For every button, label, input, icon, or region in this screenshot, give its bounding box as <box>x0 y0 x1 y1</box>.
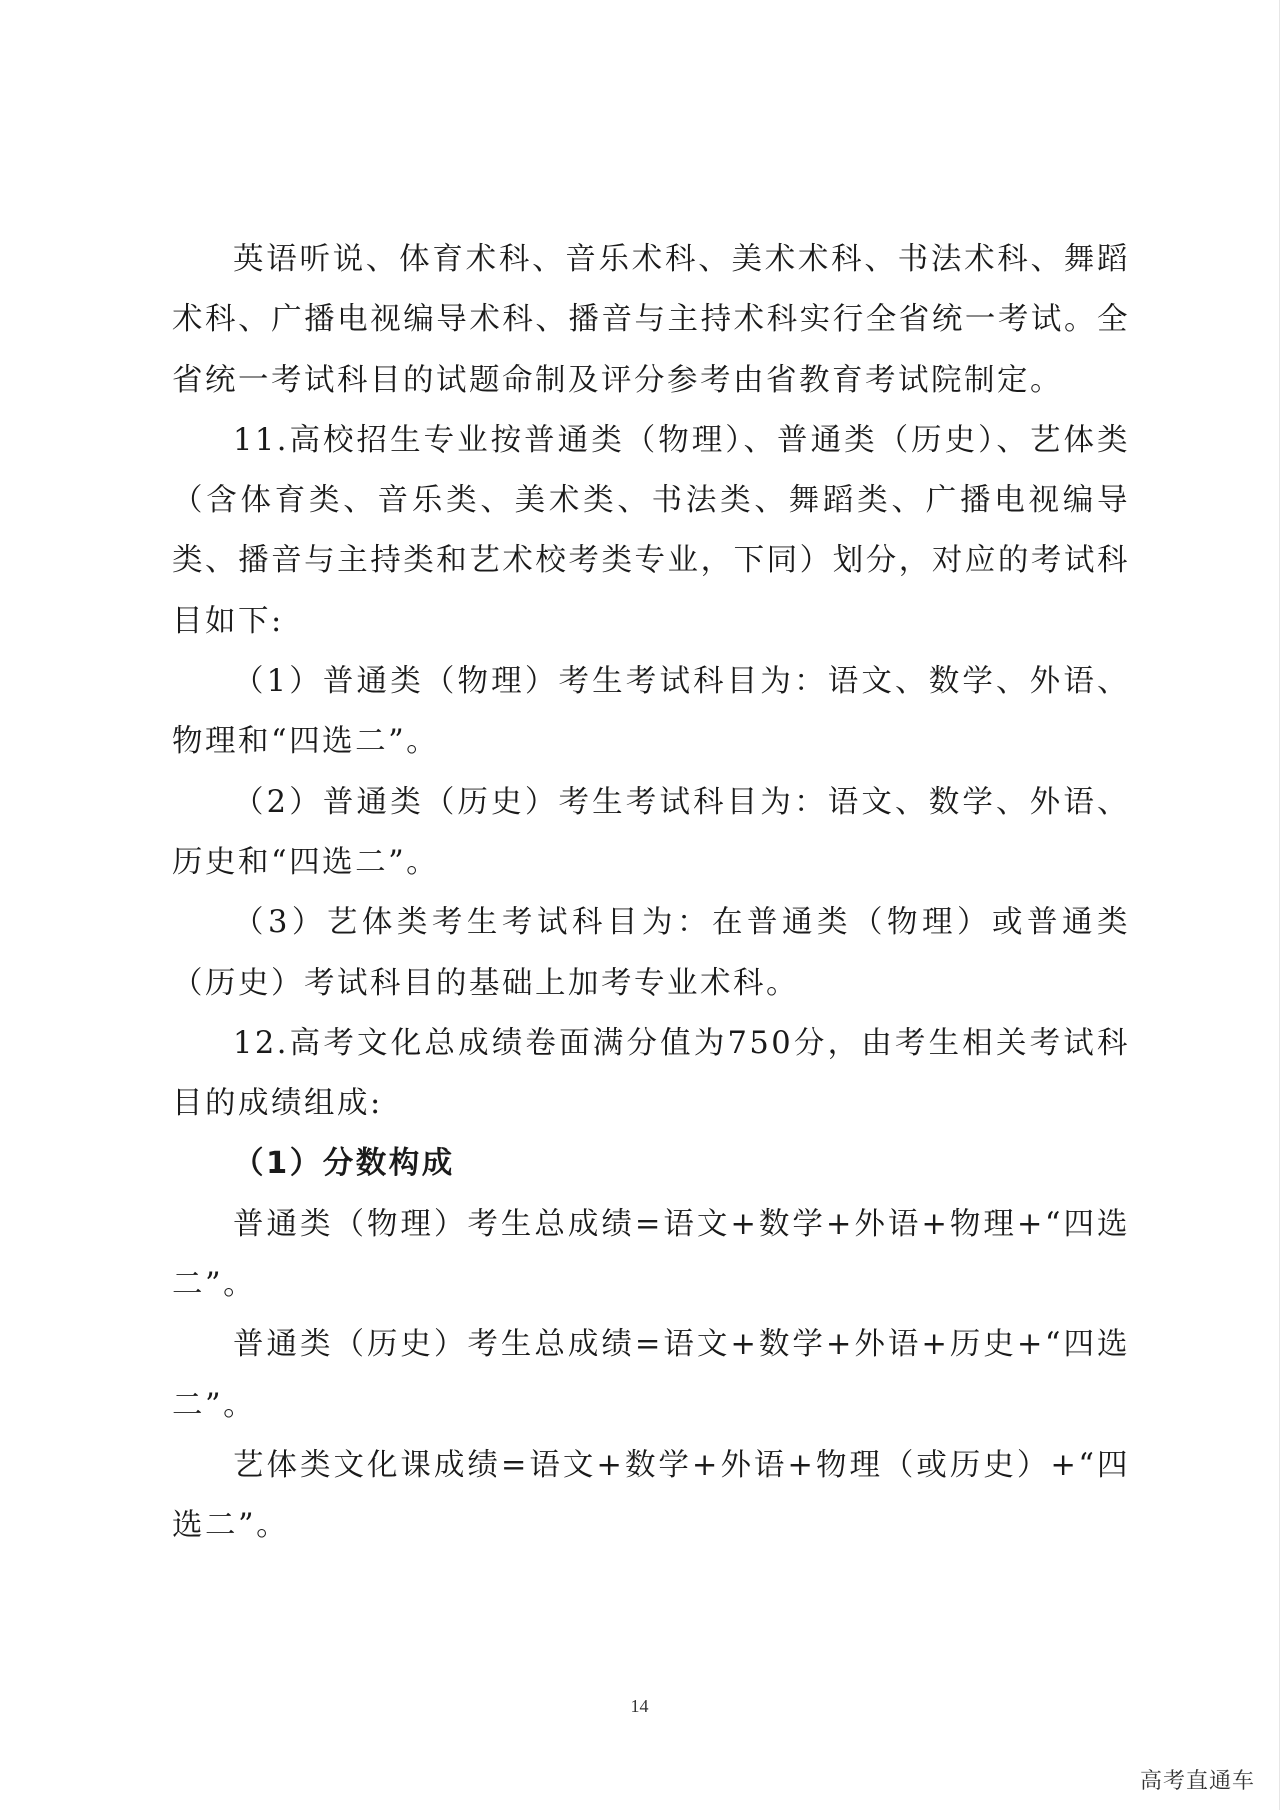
page-number: 14 <box>630 1696 649 1716</box>
page-body <box>172 230 1130 1557</box>
paragraph-item-2-history: （2）普通类（历史）考生考试科目为：语文、数学、外语、历史和“四选二”。 <box>172 784 1130 880</box>
paragraph-section-12: 12.高考文化总成绩卷面满分值为750分，由考生相关考试科目的成绩组成: <box>172 1025 1130 1122</box>
watermark-text: 高考直通车 <box>1139 1769 1255 1794</box>
paragraph-section-11: 11.高校招生专业按普通类（物理）、普通类（历史）、艺体类（含体育类、音乐类、美术类、书法类、舞蹈类、广播电视编导类、播音与主持类和艺术校考类专业，下同）划分，对应的考试科目如下: <box>172 422 1130 639</box>
formula-arts-culture-score: 艺体类文化课成绩=语文+数学+外语+物理（或历史）+“四选二”。 <box>172 1447 1130 1544</box>
subheading-score-composition: （1）分数构成 <box>233 1146 455 1182</box>
formula-physics-total: 普通类（物理）考生总成绩=语文+数学+外语+物理+“四选二”。 <box>172 1206 1130 1303</box>
formula-history-total: 普通类（历史）考生总成绩=语文+数学+外语+历史+“四选二”。 <box>172 1327 1130 1423</box>
paragraph-item-3-arts: （3）艺体类考生考试科目为：在普通类（物理）或普通类（历史）考试科目的基础上加考专业术科。 <box>172 905 1130 1001</box>
paragraph-exam-subjects: 英语听说、体育术科、音乐术科、美术术科、书法术科、舞蹈术科、广播电视编导术科、播音与主持术科实行全省统一考试。全省统一考试科目的试题命制及评分参考由省教育考试院制定。 <box>172 242 1130 398</box>
paragraph-item-1-physics: （1）普通类（物理）考生考试科目为：语文、数学、外语、物理和“四选二”。 <box>172 664 1130 760</box>
